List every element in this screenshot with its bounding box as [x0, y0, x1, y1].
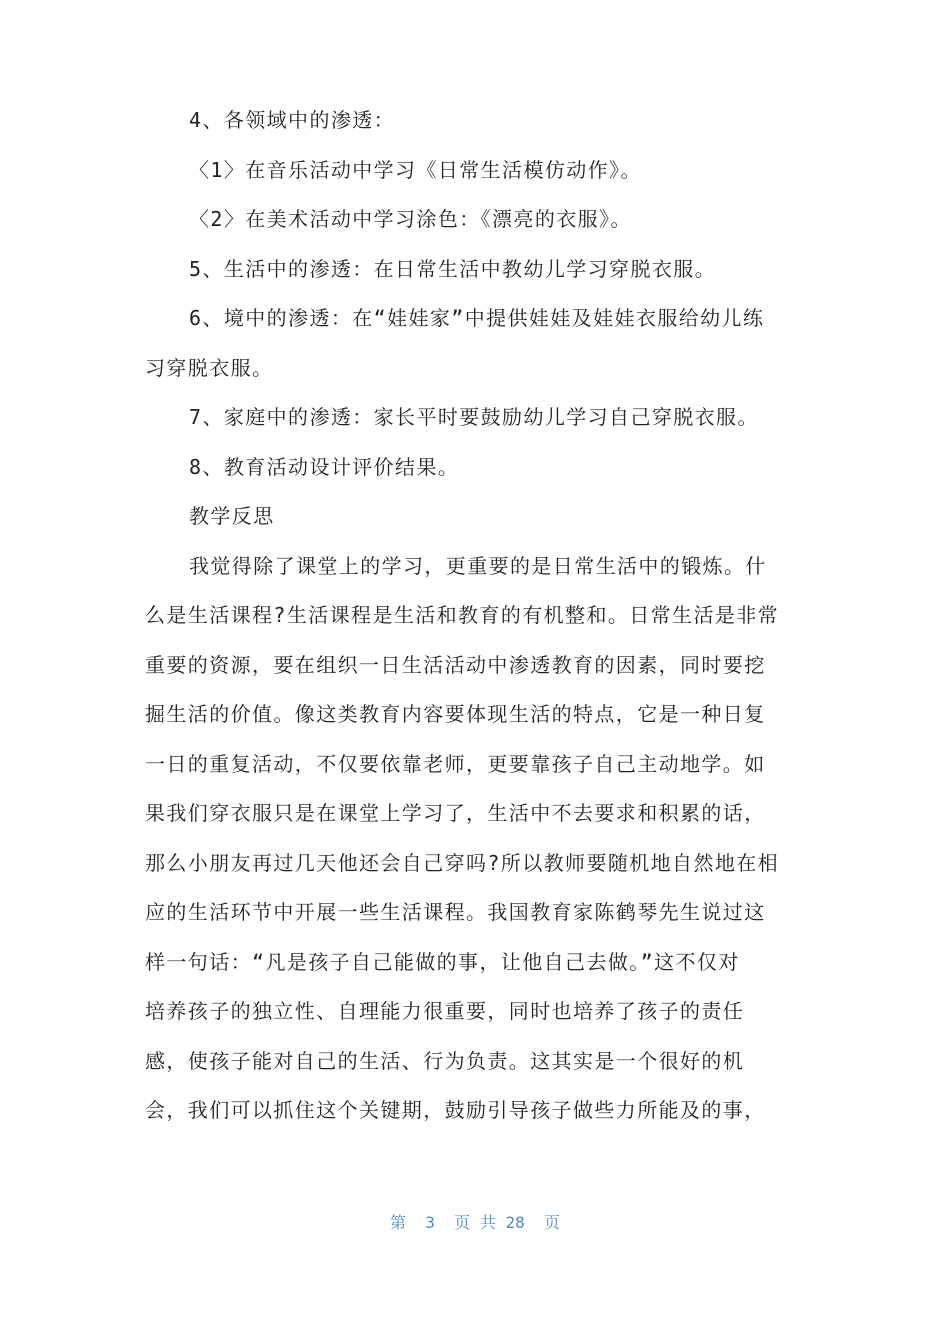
- paragraph-7: 7、家庭中的渗透：家长平时要鼓励幼儿学习自己穿脱衣服。: [189, 405, 759, 429]
- reflection-line: 培养孩子的独立性、自理能力很重要，同时也培养了孩子的责任: [145, 999, 745, 1023]
- paragraph-4-1: 〈1〉在音乐活动中学习《日常生活模仿动作》。: [189, 157, 642, 182]
- reflection-line: 重要的资源，要在组织一日生活活动中渗透教育的因素，同时要挖: [145, 652, 766, 677]
- reflection-line: 掘生活的价值。像这类教育内容要体现生活的特点，它是一种日复: [145, 702, 766, 726]
- section-heading-reflection: 教学反思: [189, 504, 275, 528]
- paragraph-6: [145, 294, 805, 393]
- reflection-line: 感，使孩子能对自己的生活、行为负责。这其实是一个很好的机: [145, 1048, 745, 1073]
- reflection-line: 应的生活环节中开展一些生活课程。我国教育家陈鹤琴先生说过这: [145, 900, 766, 924]
- reflection-line: 我觉得除了课堂上的学习，更重要的是日常生活中的锻炼。什: [189, 553, 767, 578]
- reflection-line: 么是生活课程?生活课程是生活和教育的有机整和。日常生活是非常: [145, 603, 780, 627]
- paragraph-6-line: 习穿脱衣服。: [145, 355, 274, 380]
- page-content: [145, 96, 805, 1136]
- reflection-paragraph: [145, 542, 805, 1136]
- reflection-line: 一日的重复活动，不仅要依靠老师，更要靠孩子自己主动地学。如: [145, 751, 766, 776]
- paragraph-4: 4、各领域中的渗透：: [189, 108, 396, 132]
- paragraph-5: 5、生活中的渗透：在日常生活中教幼儿学习穿脱衣服。: [189, 256, 717, 281]
- paragraph-8: 8、教育活动设计评价结果。: [189, 454, 460, 479]
- paragraph-4-2: 〈2〉在美术活动中学习涂色：《漂亮的衣服》。: [189, 207, 632, 231]
- reflection-line: 果我们穿衣服只是在课堂上学习了，生活中不去要求和积累的话，: [145, 801, 766, 825]
- reflection-line: 样一句话：“凡是孩子自己能做的事，让他自己去做。”这不仅对: [145, 949, 740, 974]
- reflection-line: 那么小朋友再过几天他还会自己穿吗?所以教师要随机地自然地在相: [145, 850, 780, 875]
- reflection-line: 会，我们可以抓住这个关键期，鼓励引导孩子做些力所能及的事，: [145, 1098, 766, 1122]
- page-footer: 第 3 页 共 28 页: [390, 1213, 560, 1232]
- paragraph-6-line: 6、境中的渗透：在“娃娃家”中提供娃娃及娃娃衣服给幼儿练: [189, 306, 765, 330]
